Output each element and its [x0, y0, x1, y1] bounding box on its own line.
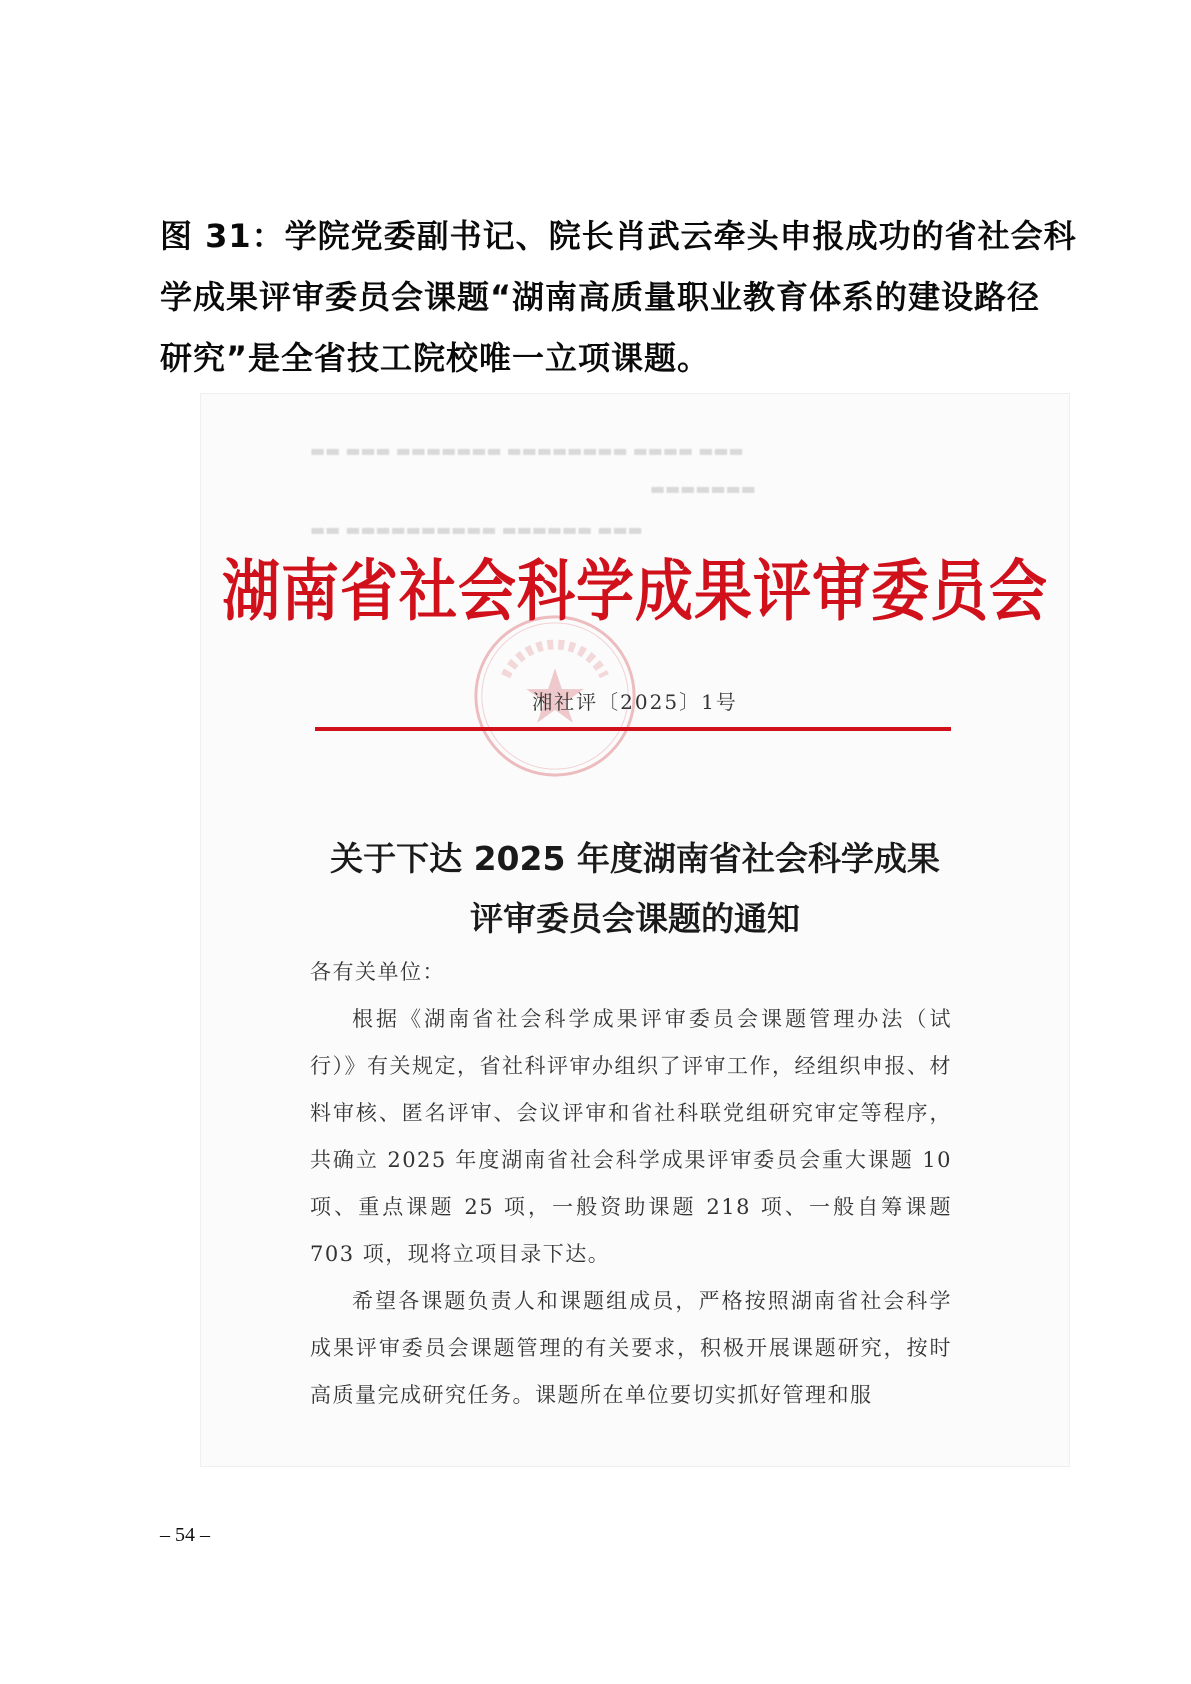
- caption-line-2: 学成果评审委员会课题“湖南高质量职业教育体系的建设路径: [160, 278, 1041, 316]
- document-title: [200, 829, 1070, 949]
- figure-caption: [160, 206, 1077, 389]
- document-body: [310, 949, 952, 1419]
- paragraph-1: 根据《湖南省社会科学成果评审委员会课题管理办法（试行）》有关规定，省社科评审办组织了评审工作，经组织申报、材料审核、匿名评审、会议评审和省社科联党组研究审定等程序，共确立 2025 年度湖南省社会科学成果评审委员会重大课题 10 项、重点课题 25 项，一般资助课题 218 项、一般自筹课题 703 项，现将立项目录下达。: [310, 1007, 952, 1266]
- caption-line-3: 研究”是全省技工院校唯一立项课题。: [160, 339, 711, 377]
- scanned-document: ▬▬ ▬▬▬ ▬▬▬▬▬▬▬ ▬▬▬▬▬▬▬▬ ▬▬▬▬ ▬▬▬ ▬▬▬▬▬▬▬ ▬▬ ▬▬▬▬▬▬▬▬▬▬ ▬▬▬▬▬▬ ▬▬▬ 湖南省社会科学成果评审委员会 湘社评〔2025〕1号 关于下达 2025 年度湖南省社会科学成果 评审委员会课题的通知 各有关单位： 根据《湖南省社会科学成果评审委员会课题管理办法（试行）》有关规定，省社科评审办组织了评审工作，经组织申报、材料审核、匿名评审、会议评审和省社科联党组研究审定等程序，共确立 2025 年度湖南省社会科学成果评审委员会重大课题 10 项、重点课题 25 项，一般资助课题 218 项、一般自筹课题 703 项，现将立项目录下达。 希望各课题负责人和课题组成员，严格按照湖南省社会科学成果评审委员会课题管理的有关要求，积极开展课题研究，按时高质量完成研究任务。课题所在单位要切实抓好管理和服: [200, 393, 1070, 1467]
- document-number: 湘社评〔2025〕1号: [532, 690, 738, 714]
- title-line-2: 评审委员会课题的通知: [470, 899, 800, 938]
- document-issuer: 湖南省社会科学成果评审委员会: [221, 551, 1048, 630]
- red-divider-line: [315, 727, 951, 731]
- salutation: 各有关单位：: [310, 960, 445, 984]
- caption-line-1: 图 31：学院党委副书记、院长肖武云牵头申报成功的省社会科: [160, 217, 1077, 255]
- page-number: – 54 –: [160, 1524, 210, 1546]
- paragraph-2: 希望各课题负责人和课题组成员，严格按照湖南省社会科学成果评审委员会课题管理的有关要求，积极开展课题研究，按时高质量完成研究任务。课题所在单位要切实抓好管理和服: [310, 1289, 952, 1407]
- title-line-1: 关于下达 2025 年度湖南省社会科学成果: [330, 839, 940, 878]
